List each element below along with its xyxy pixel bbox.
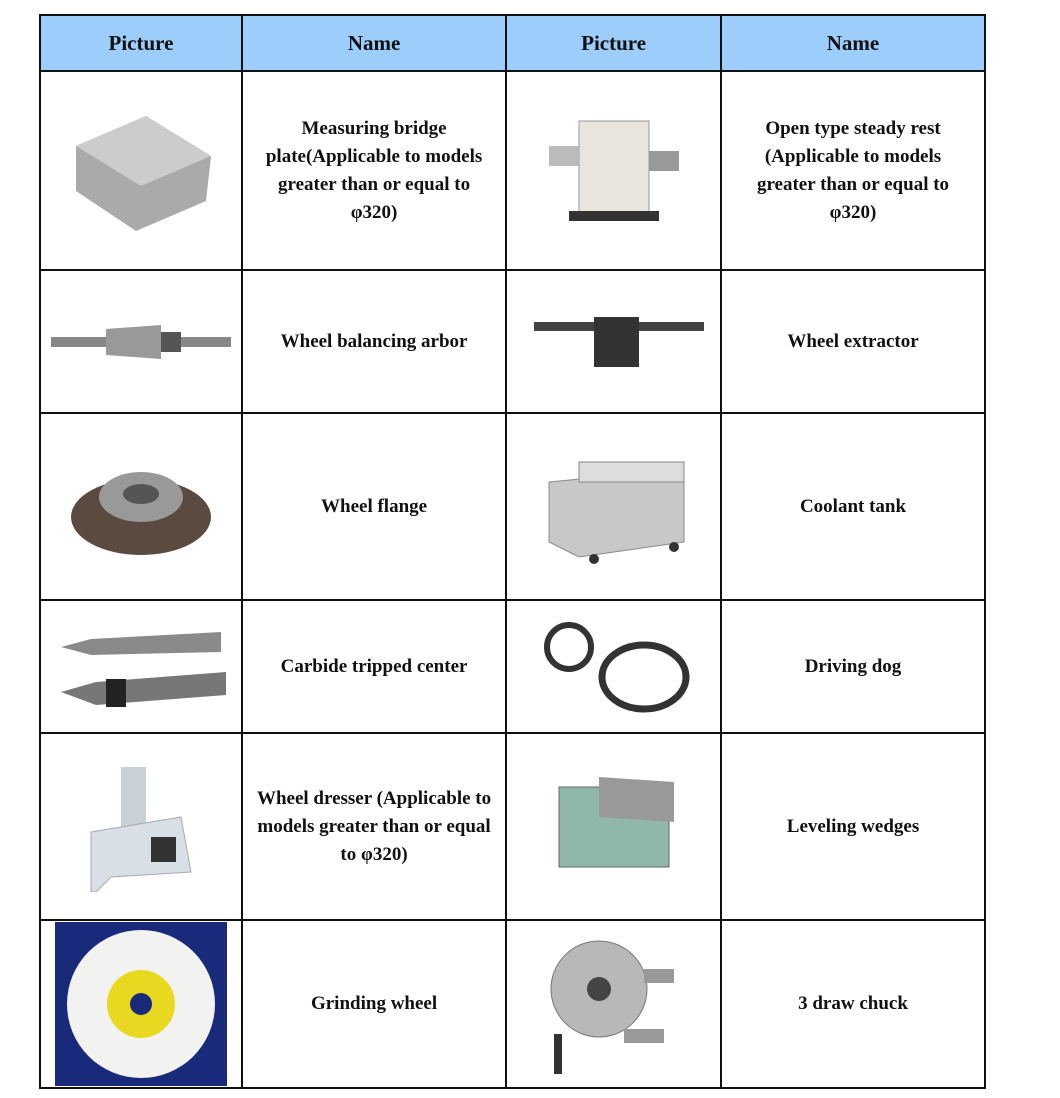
table-row <box>40 733 985 920</box>
tank-image <box>506 413 721 600</box>
item-name: Measuring bridge plate(Applicable to models greater than or equal to φ320) <box>242 71 506 270</box>
item-name: Wheel balancing arbor <box>242 270 506 413</box>
item-name: Wheel extractor <box>721 270 985 413</box>
table-row <box>40 920 985 1088</box>
table-row <box>40 413 985 600</box>
accessories-table <box>39 14 986 1089</box>
center-image <box>40 600 242 733</box>
chuck-image <box>506 920 721 1088</box>
flange-image <box>40 413 242 600</box>
table-row <box>40 600 985 733</box>
header-picture: Picture <box>506 15 721 71</box>
item-name: Driving dog <box>721 600 985 733</box>
item-name: Coolant tank <box>721 413 985 600</box>
table-row <box>40 270 985 413</box>
steady-rest-image <box>506 71 721 270</box>
bridge-plate-image <box>40 71 242 270</box>
dresser-image <box>40 733 242 920</box>
item-name: Wheel dresser (Applicable to models greater than or equal to φ320) <box>242 733 506 920</box>
table-row <box>40 71 985 270</box>
item-name: Open type steady rest (Applicable to models greater than or equal to φ320) <box>721 71 985 270</box>
arbor-image <box>40 270 242 413</box>
item-name: Leveling wedges <box>721 733 985 920</box>
wedges-image <box>506 733 721 920</box>
item-name: Grinding wheel <box>242 920 506 1088</box>
header-picture: Picture <box>40 15 242 71</box>
item-name: 3 draw chuck <box>721 920 985 1088</box>
grinding-wheel-image <box>40 920 242 1088</box>
header-name: Name <box>721 15 985 71</box>
extractor-image <box>506 270 721 413</box>
driving-dog-image <box>506 600 721 733</box>
item-name: Wheel flange <box>242 413 506 600</box>
header-row <box>40 15 985 71</box>
item-name: Carbide tripped center <box>242 600 506 733</box>
header-name: Name <box>242 15 506 71</box>
